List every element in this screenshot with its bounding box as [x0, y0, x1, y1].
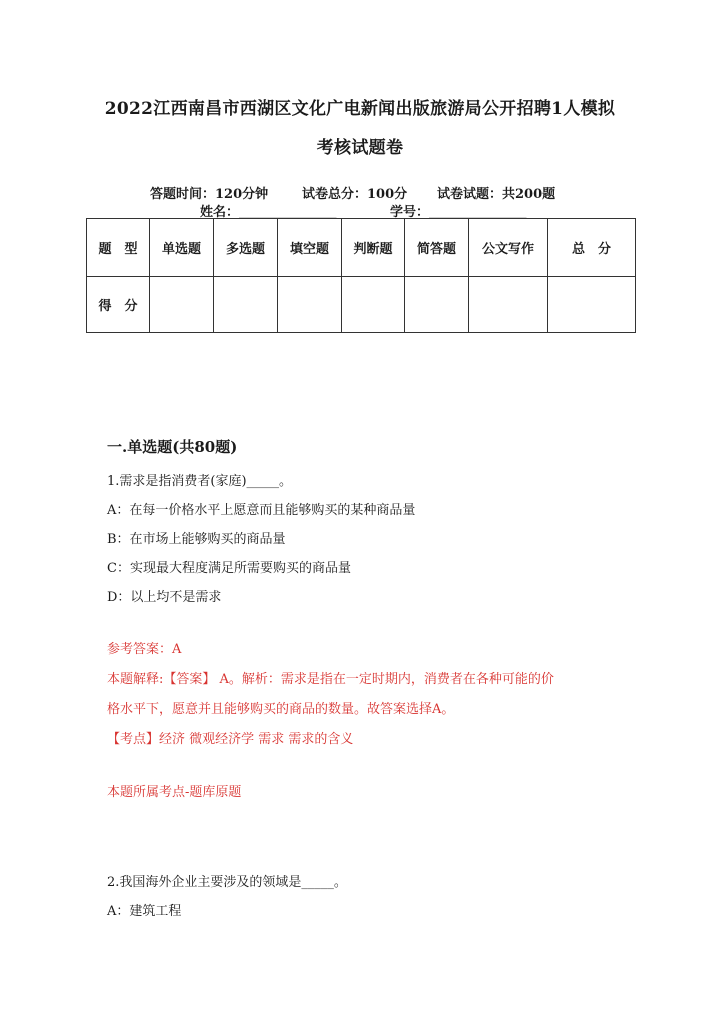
- exam-title-line2: 考核试题卷: [316, 138, 404, 158]
- score-cell: [548, 277, 636, 333]
- score-header-multiple-choice: 多选题: [214, 219, 278, 277]
- score-header-short-answer: 简答题: [405, 219, 469, 277]
- score-cell: [214, 277, 278, 333]
- score-table-header-row: [87, 219, 636, 277]
- question-1-stem: 1.需求是指消费者(家庭)_____。: [107, 474, 293, 489]
- section-title: 一.单选题(共80题): [107, 438, 238, 456]
- question-1-explanation-line2: 格水平下，愿意并且能够购买的商品的数量。故答案选择A。: [107, 702, 455, 717]
- question-1-explanation-line1: 本题解释:【答案】 A。解析：需求是指在一定时期内，消费者在各种可能的价: [107, 672, 554, 687]
- score-cell: [150, 277, 214, 333]
- score-cell: [405, 277, 469, 333]
- score-header-true-false: 判断题: [342, 219, 405, 277]
- exam-title-line1: 2022江西南昌市西湖区文化广电新闻出版旅游局公开招聘1人模拟: [104, 99, 616, 119]
- question-2-option-a: A：建筑工程: [107, 904, 182, 919]
- score-header-official-writing: 公文写作: [469, 219, 548, 277]
- question-1-option-b: B：在市场上能够购买的商品量: [107, 532, 286, 547]
- exam-total-score: 试卷总分：100分: [302, 187, 408, 202]
- score-header-type: 题 型: [87, 219, 150, 277]
- question-1-option-c: C：实现最大程度满足所需要购买的商品量: [107, 561, 351, 576]
- name-field: 姓名：_______________: [200, 205, 337, 220]
- exam-question-count: 试卷试题：共200题: [437, 187, 556, 202]
- score-cell: [278, 277, 342, 333]
- score-cell: [342, 277, 405, 333]
- exam-time: 答题时间：120分钟: [150, 187, 269, 202]
- score-row-label: 得 分: [87, 277, 150, 333]
- question-1-option-a: A：在每一价格水平上愿意而且能够购买的某种商品量: [107, 503, 416, 518]
- score-header-total: 总 分: [548, 219, 636, 277]
- score-cell: [469, 277, 548, 333]
- question-1-knowledge-point: 【考点】经济 微观经济学 需求 需求的含义: [107, 732, 354, 747]
- question-1-source: 本题所属考点-题库原题: [107, 785, 242, 800]
- question-1-answer: 参考答案：A: [107, 642, 182, 657]
- student-id-field: 学号：_______________: [390, 205, 527, 220]
- score-header-fill-blank: 填空题: [278, 219, 342, 277]
- score-table-score-row: [87, 277, 636, 333]
- question-2-stem: 2.我国海外企业主要涉及的领域是_____。: [107, 875, 347, 890]
- question-1-option-d: D：以上均不是需求: [107, 590, 222, 605]
- score-header-single-choice: 单选题: [150, 219, 214, 277]
- score-table: [86, 218, 636, 333]
